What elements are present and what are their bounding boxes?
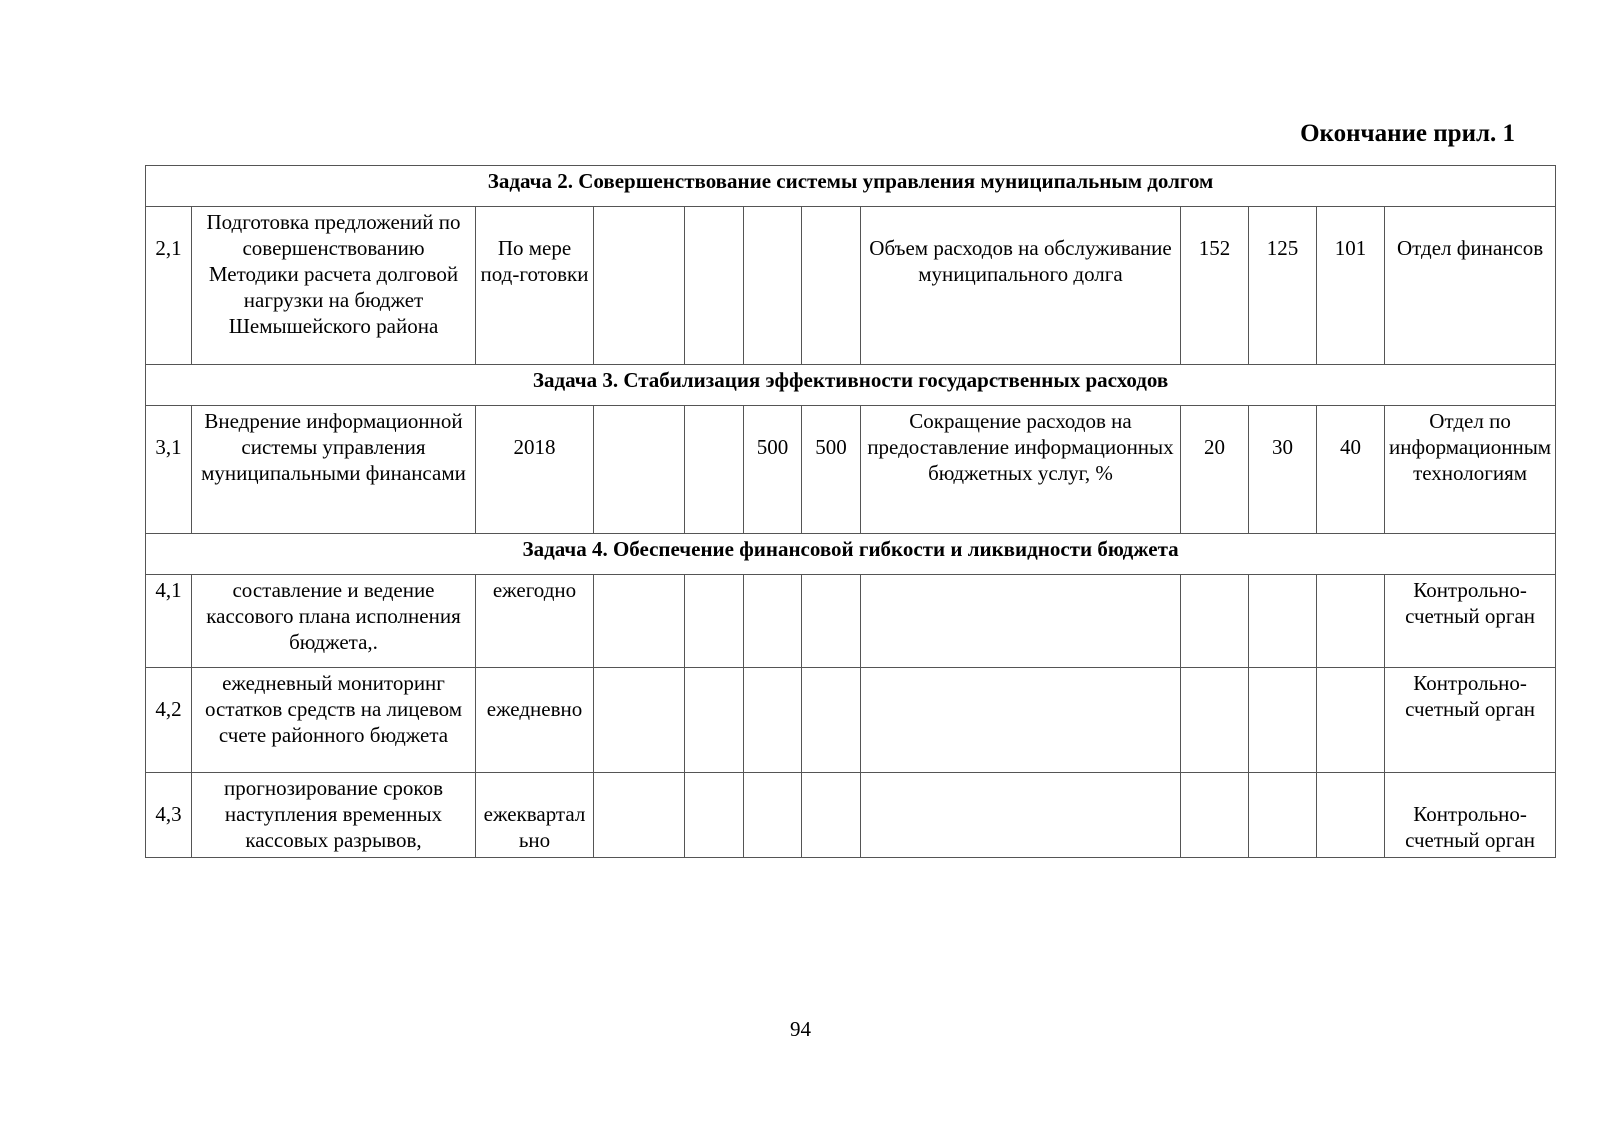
task-header-row <box>146 534 1556 575</box>
responsible-cell: Контрольно-счетный орган <box>1385 773 1556 858</box>
term-cell: ежеквартально <box>476 773 594 858</box>
responsible-cell: Контрольно-счетный орган <box>1385 668 1556 773</box>
table-row <box>146 773 1556 858</box>
row-number: 4,2 <box>146 668 192 773</box>
indicator-value-cell <box>1249 773 1317 858</box>
table-row <box>146 668 1556 773</box>
funding-cell <box>594 575 685 668</box>
task-header-row <box>146 365 1556 406</box>
funding-cell: 500 <box>744 406 802 534</box>
task-title: Задача 2. Совершенствование системы управления муниципальным долгом <box>146 166 1556 207</box>
table-row <box>146 406 1556 534</box>
funding-cell <box>685 406 744 534</box>
row-number: 2,1 <box>146 207 192 365</box>
indicator-cell <box>861 668 1181 773</box>
term-cell: По мере под-готовки <box>476 207 594 365</box>
term-cell: ежегодно <box>476 575 594 668</box>
task-title: Задача 3. Стабилизация эффективности государственных расходов <box>146 365 1556 406</box>
responsible-cell: Отдел по информационным технологиям <box>1385 406 1556 534</box>
indicator-value-cell: 30 <box>1249 406 1317 534</box>
indicator-value-cell <box>1181 773 1249 858</box>
page-number: 94 <box>790 1017 811 1041</box>
measure-cell: Подготовка предложений по совершенствованию Методики расчета долговой нагрузки на бюджет Шемышейского района <box>192 207 476 365</box>
funding-cell <box>594 207 685 365</box>
funding-cell: 500 <box>802 406 861 534</box>
indicator-value-cell <box>1317 575 1385 668</box>
indicator-value-cell: 152 <box>1181 207 1249 365</box>
table-row <box>146 207 1556 365</box>
responsible-cell: Контрольно-счетный орган <box>1385 575 1556 668</box>
responsible-cell: Отдел финансов <box>1385 207 1556 365</box>
funding-cell <box>594 668 685 773</box>
funding-cell <box>802 668 861 773</box>
measure-cell: составление и ведение кассового плана исполнения бюджета,. <box>192 575 476 668</box>
measures-table <box>145 165 1556 858</box>
task-header-row <box>146 166 1556 207</box>
funding-cell <box>744 207 802 365</box>
funding-cell <box>594 773 685 858</box>
term-cell: ежедневно <box>476 668 594 773</box>
indicator-value-cell <box>1249 668 1317 773</box>
indicator-value-cell <box>1181 668 1249 773</box>
funding-cell <box>685 668 744 773</box>
funding-cell <box>685 773 744 858</box>
indicator-cell: Объем расходов на обслуживание муниципального долга <box>861 207 1181 365</box>
task-title: Задача 4. Обеспечение финансовой гибкости и ликвидности бюджета <box>146 534 1556 575</box>
indicator-value-cell: 20 <box>1181 406 1249 534</box>
funding-cell <box>685 575 744 668</box>
funding-cell <box>802 773 861 858</box>
measure-cell: Внедрение информационной системы управления муниципальными финансами <box>192 406 476 534</box>
indicator-cell <box>861 575 1181 668</box>
row-number: 4,3 <box>146 773 192 858</box>
indicator-value-cell: 101 <box>1317 207 1385 365</box>
funding-cell <box>802 207 861 365</box>
row-number: 4,1 <box>146 575 192 668</box>
funding-cell <box>685 207 744 365</box>
indicator-value-cell <box>1317 773 1385 858</box>
funding-cell <box>802 575 861 668</box>
indicator-cell <box>861 773 1181 858</box>
indicator-value-cell <box>1249 575 1317 668</box>
term-cell: 2018 <box>476 406 594 534</box>
indicator-value-cell <box>1317 668 1385 773</box>
measure-cell: ежедневный мониторинг остатков средств на лицевом счете районного бюджета <box>192 668 476 773</box>
appendix-label: Окончание прил. 1 <box>1300 120 1515 147</box>
row-number: 3,1 <box>146 406 192 534</box>
funding-cell <box>744 668 802 773</box>
funding-cell <box>594 406 685 534</box>
indicator-value-cell: 40 <box>1317 406 1385 534</box>
measure-cell: прогнозирование сроков наступления временных кассовых разрывов, <box>192 773 476 858</box>
indicator-value-cell: 125 <box>1249 207 1317 365</box>
funding-cell <box>744 773 802 858</box>
indicator-cell: Сокращение расходов на предоставление информационных бюджетных услуг, % <box>861 406 1181 534</box>
funding-cell <box>744 575 802 668</box>
indicator-value-cell <box>1181 575 1249 668</box>
table-row <box>146 575 1556 668</box>
